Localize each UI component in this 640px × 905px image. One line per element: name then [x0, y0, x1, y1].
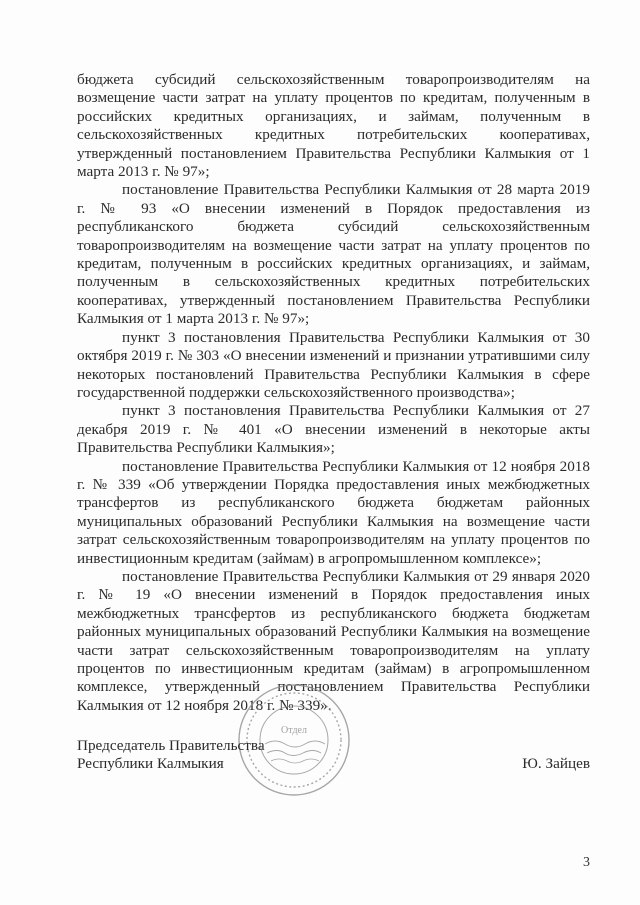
- signatory-position-line2: Республики Калмыкия: [77, 755, 224, 773]
- paragraph-5: постановление Правительства Республики Калмыкия от 12 ноября 2018 г. № 339 «Об утверждении Порядка предоставления иных межбюджетных трансфертов из республиканского бюджета бюджетам районных муниципальных образований Республики Калмыкия на возмещение части затрат сельскохозяйственным товаропроизводителям на уплату процентов по инвестиционным кредитам (займам) в агропромышленном комплексе»;: [77, 457, 590, 567]
- paragraph-3: пункт 3 постановления Правительства Республики Калмыкия от 30 октября 2019 г. № 303 «О внесении изменений и признании утратившими силу некоторых постановлений Правительства Республики Калмыкия в сфере государственной поддержки сельскохозяйственного производства»;: [77, 328, 590, 401]
- paragraph-4: пункт 3 постановления Правительства Республики Калмыкия от 27 декабря 2019 г. № 401 «О внесении изменений в некоторые акты Правительства Республики Калмыкия»;: [77, 402, 590, 457]
- signatory-name: Ю. Зайцев: [522, 755, 590, 773]
- page-number: 3: [583, 855, 590, 870]
- paragraph-2: постановление Правительства Республики Калмыкия от 28 марта 2019 г. № 93 «О внесении изменений в Порядок предоставления из республиканского бюджета субсидий сельскохозяйственным товаропроизводителям на возмещение части затрат на уплату процентов по кредитам, полученным в российских кредитных организациях, и займам, полученным в сельскохозяйственных кредитных потребительских кооперативах, утвержденный постановлением Правительства Республики Калмыкия от 1 марта 2013 г. № 97»;: [77, 181, 590, 328]
- signature-block: [77, 737, 590, 774]
- document-body: [77, 71, 590, 715]
- paragraph-1: бюджета субсидий сельскохозяйственным товаропроизводителям на возмещение части затрат на уплату процентов по кредитам, полученным в российских кредитных организациях, и займам, полученным в сельскохозяйственных кредитных потребительских кооперативах, утвержденный постановлением Правительства Республики Калмыкия от 1 марта 2013 г. № 97»;: [77, 71, 590, 181]
- stamp-text: Отдел: [281, 725, 307, 736]
- signatory-position-line1: Председатель Правительства: [77, 737, 265, 754]
- paragraph-6: постановление Правительства Республики Калмыкия от 29 января 2020 г. № 19 «О внесении изменений в Порядок предоставления иных межбюджетных трансфертов из республиканского бюджета бюджетам районных муниципальных образований Республики Калмыкия на возмещение части затрат сельскохозяйственным товаропроизводителям на уплату процентов по инвестиционным кредитам (займам) в агропромышленном комплексе, утвержденный постановлением Правительства Республики Калмыкия от 12 ноября 2018 г. № 339».: [77, 567, 590, 714]
